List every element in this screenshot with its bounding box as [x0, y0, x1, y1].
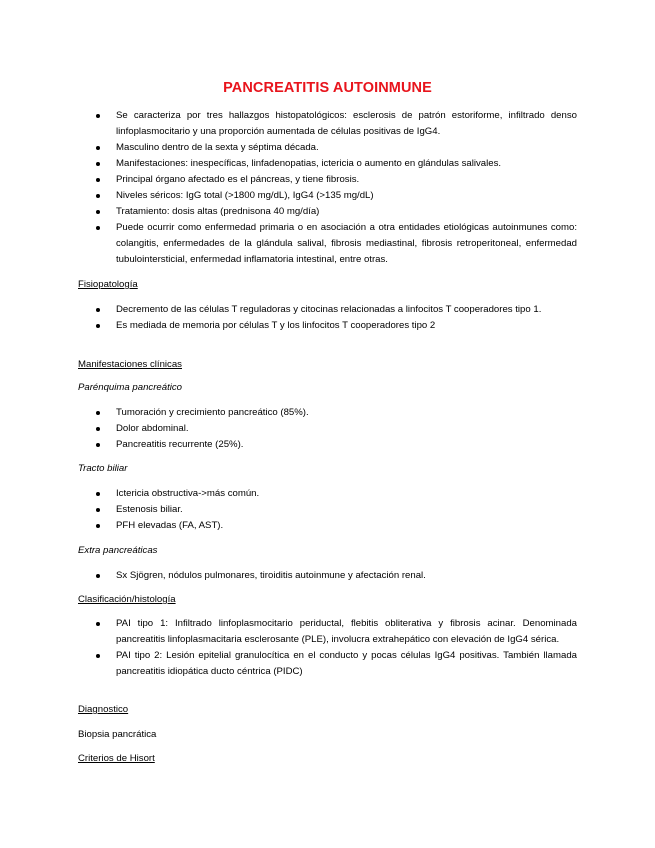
parenquima-list — [0, 405, 655, 453]
list-item: PAI tipo 1: Infiltrado linfoplasmocitario periductal, flebitis obliterativa y fibrosis acinar. Denominada pancreatitis linfoplasmacitaria esclerosante (PLE), involucra extrahepático con elevación de IgG4 sérica. — [0, 616, 655, 648]
bullet-icon — [96, 574, 100, 578]
page-title: PANCREATITIS AUTOINMUNE — [223, 80, 432, 96]
list-item: Puede ocurrir como enfermedad primaria o en asociación a otra entidades etiológicas autoinmunes como: colangitis, enfermedades de la glándula salival, fibrosis mediastinal, fibrosis retroperitoneal, enfermedad tubulointersticial, enfermedad inflamatoria intestinal, entre otras. — [0, 220, 655, 268]
heading-criterios: Criterios de Hisort — [78, 753, 155, 764]
bullet-icon — [96, 324, 100, 328]
heading-clasificacion: Clasificación/histología — [78, 594, 176, 605]
list-item: Principal órgano afectado es el páncreas, y tiene fibrosis. — [0, 172, 655, 188]
bullet-icon — [96, 146, 100, 150]
subheading-tracto-biliar: Tracto biliar — [78, 463, 128, 474]
list-item: Tratamiento: dosis altas (prednisona 40 mg/día) — [0, 204, 655, 220]
list-item: Dolor abdominal. — [0, 421, 655, 437]
list-item: Masculino dentro de la sexta y séptima década. — [0, 140, 655, 156]
clasificacion-list — [0, 616, 655, 680]
list-item: PFH elevadas (FA, AST). — [0, 518, 655, 534]
fisiopatologia-list — [0, 302, 655, 334]
heading-manifestaciones: Manifestaciones clínicas — [78, 359, 182, 370]
bullet-icon — [96, 194, 100, 198]
bullet-icon — [96, 162, 100, 166]
heading-fisiopatologia: Fisiopatología — [78, 279, 138, 290]
list-item: Estenosis biliar. — [0, 502, 655, 518]
list-item: Pancreatitis recurrente (25%). — [0, 437, 655, 453]
list-item: Sx Sjögren, nódulos pulmonares, tiroiditis autoinmune y afectación renal. — [0, 568, 655, 584]
bullet-icon — [96, 114, 100, 118]
bullet-icon — [96, 654, 100, 658]
intro-list — [0, 108, 655, 268]
extra-list — [0, 568, 655, 584]
bullet-icon — [96, 226, 100, 230]
bullet-icon — [96, 492, 100, 496]
list-item: Se caracteriza por tres hallazgos histopatológicos: esclerosis de patrón estoriforme, infiltrado denso linfoplasmocitario y una proporción aumentada de células positivas de IgG4. — [0, 108, 655, 140]
list-item: Niveles séricos: IgG total (>1800 mg/dL), IgG4 (>135 mg/dL) — [0, 188, 655, 204]
list-item: Manifestaciones: inespecíficas, linfadenopatias, ictericia o aumento en glándulas salivales. — [0, 156, 655, 172]
bullet-icon — [96, 427, 100, 431]
diagnostico-text: Biopsia pancrática — [78, 729, 157, 740]
bullet-icon — [96, 210, 100, 214]
bullet-icon — [96, 178, 100, 182]
list-item: Tumoración y crecimiento pancreático (85%). — [0, 405, 655, 421]
bullet-icon — [96, 308, 100, 312]
bullet-icon — [96, 622, 100, 626]
tracto-list — [0, 486, 655, 534]
subheading-extra-pancreaticas: Extra pancreáticas — [78, 545, 158, 556]
bullet-icon — [96, 443, 100, 447]
bullet-icon — [96, 411, 100, 415]
subheading-parenquima: Parénquima pancreático — [78, 382, 182, 393]
bullet-icon — [96, 524, 100, 528]
list-item: Ictericia obstructiva->más común. — [0, 486, 655, 502]
list-item: Es mediada de memoria por células T y los linfocitos T cooperadores tipo 2 — [0, 318, 655, 334]
bullet-icon — [96, 508, 100, 512]
list-item: Decremento de las células T reguladoras y citocinas relacionadas a linfocitos T cooperadores tipo 1. — [0, 302, 655, 318]
heading-diagnostico: Diagnostico — [78, 704, 129, 715]
list-item: PAI tipo 2: Lesión epitelial granulocítica en el conducto y pocas células IgG4 positivas. También llamada pancreatitis idiopática ducto céntrica (PIDC) — [0, 648, 655, 680]
